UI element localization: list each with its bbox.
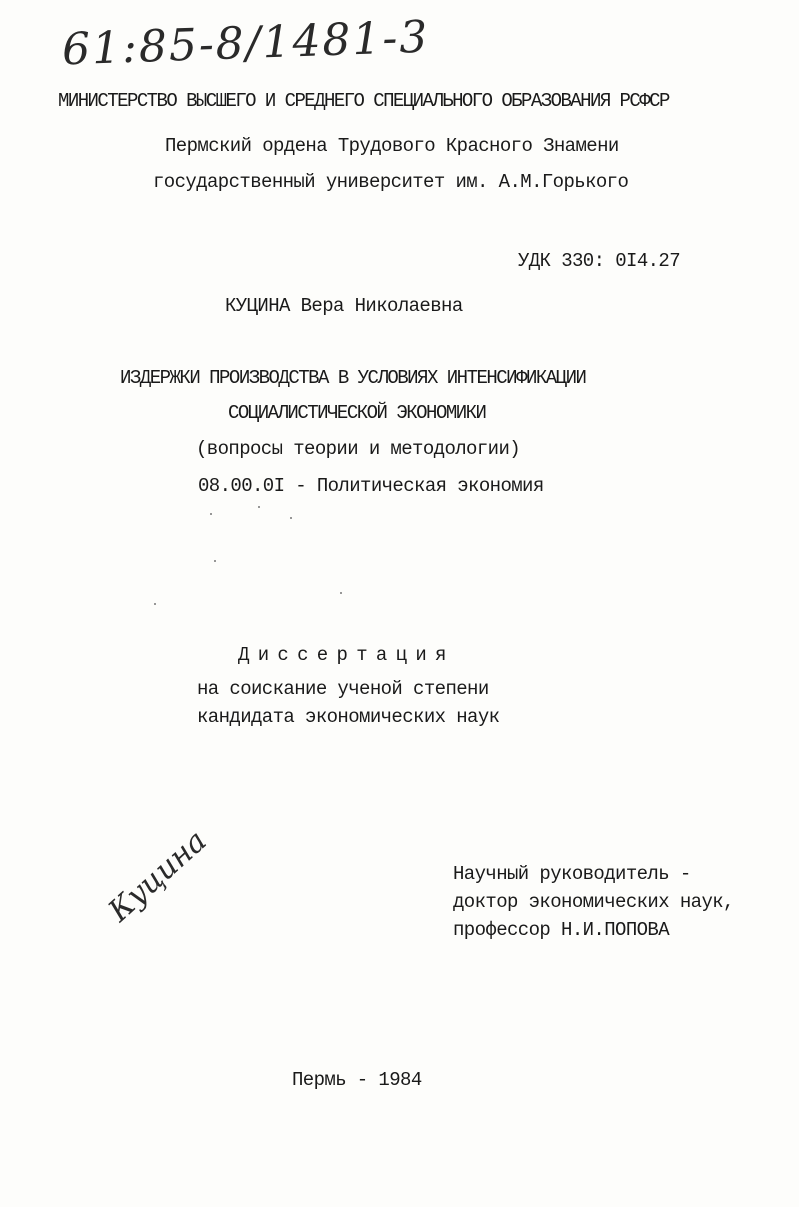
author-name: КУЦИНА Вера Николаевна — [225, 295, 463, 317]
dissertation-line-2: кандидата экономических наук — [197, 706, 500, 728]
dissertation-heading: Диссертация — [238, 644, 455, 666]
scan-speck — [154, 603, 156, 605]
title-subtitle: (вопросы теории и методологии) — [196, 438, 521, 460]
dissertation-line-1: на соискание ученой степени — [197, 678, 489, 700]
title-line-2: СОЦИАЛИСТИЧЕСКОЙ ЭКОНОМИКИ — [228, 402, 486, 424]
specialty-code: 08.00.0I - Политическая экономия — [198, 475, 544, 497]
udk-code: УДК 330: 0I4.27 — [518, 250, 681, 272]
supervisor-line-3: профессор Н.И.ПОПОВА — [453, 919, 670, 941]
ministry-line: МИНИСТЕРСТВО ВЫСШЕГО И СРЕДНЕГО СПЕЦИАЛЬНОГО ОБРАЗОВАНИЯ РСФСР — [58, 90, 669, 112]
scan-speck — [290, 517, 292, 519]
scan-speck — [258, 506, 260, 508]
scan-speck — [214, 560, 216, 562]
scan-speck — [210, 513, 212, 515]
title-line-1: ИЗДЕРЖКИ ПРОИЗВОДСТВА В УСЛОВИЯХ ИНТЕНСИФИКАЦИИ — [120, 367, 586, 389]
scan-speck — [340, 592, 342, 594]
university-line-1: Пермский ордена Трудового Красного Знамени — [165, 135, 619, 157]
handwritten-signature: Куцина — [101, 823, 214, 929]
supervisor-line-2: доктор экономических наук, — [453, 891, 734, 913]
university-line-2: государственный университет им. А.М.Горького — [153, 171, 629, 193]
supervisor-line-1: Научный руководитель - — [453, 863, 691, 885]
city-year: Пермь - 1984 — [292, 1069, 422, 1091]
handwritten-archive-number: 61:85-8/1481-3 — [61, 11, 431, 76]
